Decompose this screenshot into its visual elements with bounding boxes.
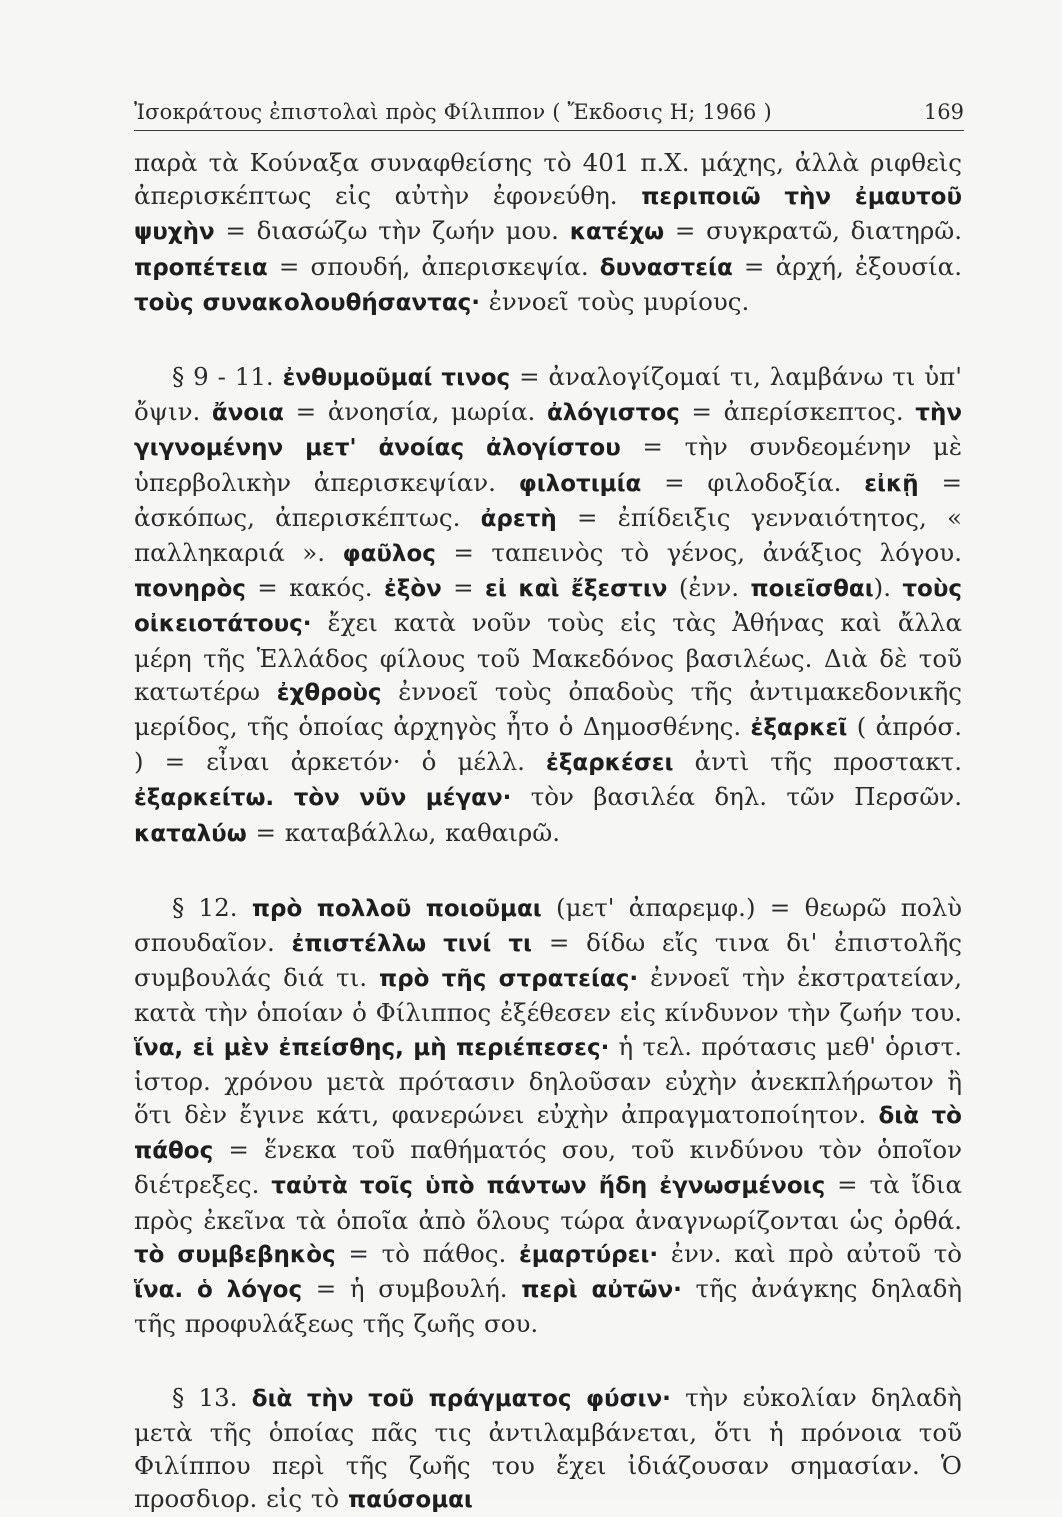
commentary-text: = ἐπίδειξις γενναιότητος, « παλληκαριά ». — [134, 503, 962, 567]
commentary-text: = ἀρχή, ἐξουσία. — [733, 252, 962, 281]
glossary-term: ποιεῖσθαι — [750, 576, 873, 602]
glossary-term: ἀρετὴ — [481, 506, 557, 532]
glossary-term: εἰ καὶ ἔξεστιν — [485, 576, 667, 602]
commentary-text: = διασώζω τὴν ζωήν μου. — [215, 216, 570, 245]
glossary-term: πονηρὸς — [134, 576, 246, 602]
commentary-text: ἀντὶ τῆς προστακτ. — [674, 747, 963, 776]
glossary-term: κατέχω — [570, 219, 664, 245]
commentary-text: ἐννοεῖ τοὺς μυρίους. — [480, 287, 749, 316]
commentary-text: = φιλοδοξία. — [641, 468, 864, 497]
commentary-text: § 12. — [172, 893, 252, 922]
glossary-term: ἐξαρκείτω. τὸν νῦν μέγαν· — [134, 785, 511, 811]
glossary-term: προπέτεια — [134, 255, 268, 281]
glossary-term: ἐξαρκεῖ — [751, 715, 848, 741]
commentary-text: ἡ τελ. πρότασις μεθ' ὁριστ. ἱστορ. χρόνου μετὰ πρότασιν δηλοῦσαν εὐχὴν ἀνεκπλήρωτον ἢ ὅτι δὲν ἔγινε κάτι, φανερώνει εὐχὴν ἀπραγματοποίητον. — [134, 1032, 962, 1129]
glossary-term: δυναστεία — [600, 255, 733, 281]
glossary-term: ἵνα. ὁ λόγος — [134, 1277, 302, 1303]
commentary-text: = ἕνεκα τοῦ παθήματός σου, τοῦ κινδύνου τὸν ὁποῖον διέτρεξες. — [134, 1135, 962, 1199]
commentary-text: ἐνν. καὶ πρὸ αὐτοῦ τὸ — [658, 1239, 962, 1268]
glossary-term: τὸ συμβεβηκὸς — [134, 1242, 336, 1268]
commentary-text: = ἀναλογίζομαί τι, λαμβάνω τι ὑπ' ὄψιν. — [134, 362, 962, 426]
page-number: 169 — [924, 100, 964, 124]
glossary-term: ἐξὸν — [384, 576, 442, 602]
paragraph-intro — [134, 146, 962, 320]
glossary-term: τὴν γιγνομένην μετ' ἀνοίας ἀλογίστου — [134, 400, 962, 461]
glossary-term: καταλύω — [134, 821, 247, 847]
commentary-text: τὴν εὐκολίαν δηλαδὴ μετὰ τῆς ὁποίας πᾶς τις ἀντιλαμβάνεται, ὅτι ἡ πρόνοια τοῦ Φιλίππου περὶ τῆς ζωῆς του ἔχει ἰδιάζουσαν σημασίαν. Ὁ προσδιορ. εἰς τὸ — [134, 1383, 962, 1514]
commentary-text: ). — [874, 573, 903, 602]
glossary-term: διὰ τὸ πάθος — [134, 1103, 962, 1164]
glossary-term: παύσομαι — [348, 1487, 473, 1513]
glossary-term: ἄνοια — [212, 400, 284, 426]
commentary-text: = τὴν συνδεομένην μὲ ὑπερβολικὴν ἀπερισκεψίαν. — [134, 432, 962, 496]
glossary-term: ἀλόγιστος — [547, 400, 680, 426]
commentary-text: = ταπεινὸς τὸ γένος, ἀνάξιος λόγου. — [436, 538, 962, 567]
commentary-text: (ἐνν. — [667, 573, 750, 602]
commentary-text: = — [442, 573, 485, 602]
running-header — [134, 96, 964, 131]
paragraph-section-13 — [134, 1381, 962, 1517]
paragraph-section-9-11 — [134, 360, 962, 851]
glossary-term: ἐνθυμοῦμαί τινος — [283, 365, 511, 391]
commentary-text: § 13. — [172, 1383, 252, 1412]
glossary-term: τοὺς οἰκειοτάτους· — [134, 576, 962, 637]
glossary-term: περιποιῶ τὴν ἐμαυτοῦ ψυχὴν — [134, 184, 962, 245]
glossary-term: ἐμαρτύρει· — [519, 1242, 658, 1268]
glossary-term: διὰ τὴν τοῦ πράγματος φύσιν· — [252, 1386, 671, 1412]
commentary-text: = ἀνοησία, μωρία. — [284, 397, 547, 426]
glossary-term: περὶ αὐτῶν· — [521, 1277, 682, 1303]
glossary-term: ἐξαρκέσει — [546, 750, 673, 776]
commentary-text: = καταβάλλω, καθαιρῶ. — [247, 818, 560, 847]
commentary-text: ἐννοεῖ τοὺς ὀπαδοὺς τῆς ἀντιμακεδονικῆς μερίδος, τῆς ὁποίας ἀρχηγὸς ἦτο ὁ Δημοσθένης. — [134, 677, 962, 741]
commentary-text: = ἡ συμβουλή. — [302, 1274, 521, 1303]
commentary-text: = τὰ ἴδια πρὸς ἐκεῖνα τὰ ὁποῖα ἀπὸ ὅλους τώρα ἀναγνωρίζονται ὡς ὀρθά. — [134, 1170, 962, 1234]
header-title: Ἰσοκράτους ἐπιστολαὶ πρὸς Φίλιππον ( Ἔκδοσις Η; 1966 ) — [134, 100, 772, 124]
commentary-text: ἐννοεῖ τὴν ἐκστρατείαν, κατὰ τὴν ὁποίαν ὁ Φίλιππος ἐξέθεσεν εἰς κίνδυνον τὴν ζωήν του. — [134, 963, 962, 1027]
commentary-text: ἔχει κατὰ νοῦν τοὺς εἰς τὰς Ἀθήνας καὶ ἄλλα μέρη τῆς Ἑλλάδος φίλους τοῦ Μακεδόνος βασιλέως. Διὰ δὲ τοῦ κατωτέρω — [134, 608, 962, 705]
commentary-text: = τὸ πάθος. — [336, 1239, 519, 1268]
glossary-term: τοὺς συνακολουθήσαντας· — [134, 290, 480, 316]
glossary-term: ἐχθροὺς — [277, 680, 382, 706]
commentary-text: = σπουδή, ἀπερισκεψία. — [268, 252, 600, 281]
commentary-body — [134, 146, 962, 1517]
commentary-text: ( ἀπρόσ. ) = εἶναι ἀρκετόν· ὁ μέλλ. — [134, 712, 962, 776]
glossary-term: φαῦλος — [343, 541, 436, 567]
commentary-text: = ἀπερίσκεπτος. — [680, 397, 916, 426]
glossary-term: εἰκῇ — [864, 471, 918, 497]
commentary-text: παρὰ τὰ Κούναξα συναφθείσης τὸ 401 π.Χ. μάχης, ἀλλὰ ριφθεὶς ἀπερισκέπτως εἰς αὐτὴν ἐφονεύθη. — [134, 148, 962, 210]
glossary-term: πρὸ πολλοῦ ποιοῦμαι — [252, 896, 542, 922]
commentary-text: τῆς ἀνάγκης δηλαδὴ τῆς προφυλάξεως τῆς ζωῆς σου. — [134, 1274, 962, 1338]
glossary-term: ἵνα, εἰ μὲν ἐπείσθης, μὴ περιέπεσες· — [134, 1035, 609, 1061]
commentary-text: § 9 - 11. — [172, 362, 283, 391]
commentary-text: = κακός. — [246, 573, 384, 602]
commentary-text: = συγκρατῶ, διατηρῶ. — [664, 216, 962, 245]
glossary-term: ἐπιστέλλω τινί τι — [292, 931, 532, 957]
commentary-text: (μετ' ἀπαρεμφ.) = θεωρῶ πολὺ σπουδαῖον. — [134, 893, 962, 957]
glossary-term: ταὐτὰ τοῖς ὑπὸ πάντων ἤδη ἐγνωσμένοις — [271, 1173, 825, 1199]
glossary-term: πρὸ τῆς στρατείας· — [379, 966, 638, 992]
paragraph-section-12 — [134, 891, 962, 1341]
commentary-text: = ἀσκόπως, ἀπερισκέπτως. — [134, 468, 962, 532]
commentary-text: τὸν βασιλέα δηλ. τῶν Περσῶν. — [511, 782, 962, 811]
commentary-text: = δίδω εἴς τινα δι' ἐπιστολῆς συμβουλάς διά τι. — [134, 928, 962, 992]
glossary-term: φιλοτιμία — [519, 471, 642, 497]
